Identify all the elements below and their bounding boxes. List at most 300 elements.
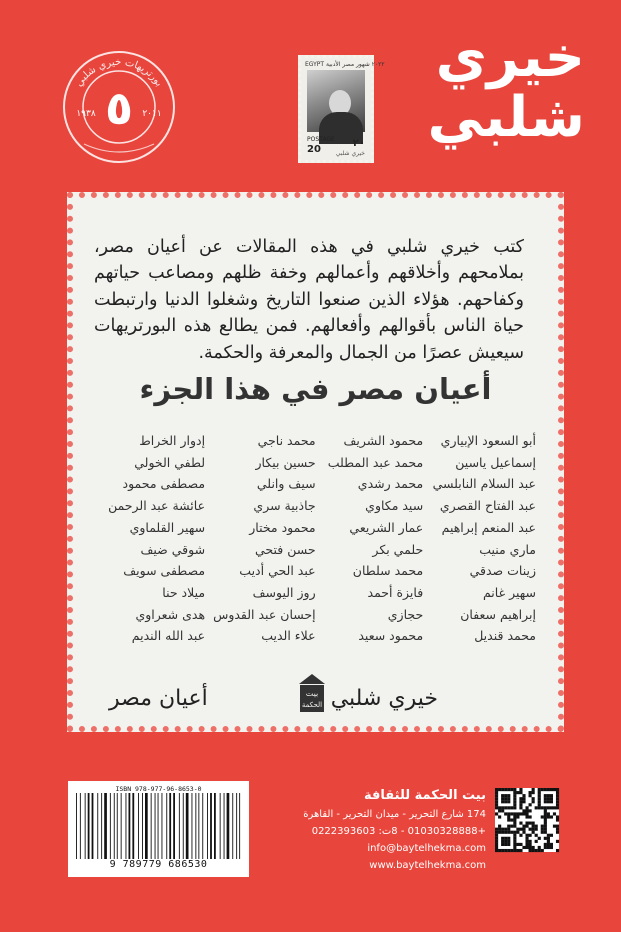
list-item: فايزة أحمد (367, 584, 424, 600)
qr-module (498, 825, 501, 828)
barcode-bar (101, 793, 102, 859)
qr-module (538, 791, 541, 794)
qr-module (501, 840, 504, 843)
qr-module (501, 809, 504, 812)
barcode-bar (92, 793, 94, 859)
qr-module (507, 837, 510, 840)
qr-module (532, 800, 535, 803)
qr-module (519, 849, 522, 852)
qr-module (547, 837, 550, 840)
list-item: علاء الديب (261, 628, 316, 644)
list-item: هدى شعراوي (135, 606, 206, 622)
qr-module (501, 837, 504, 840)
qr-module (529, 791, 532, 794)
qr-module (510, 849, 513, 852)
qr-module (507, 797, 510, 800)
qr-module (544, 843, 547, 846)
qr-module (525, 812, 528, 815)
qr-module (507, 800, 510, 803)
qr-module (553, 788, 556, 791)
names-column-3 (213, 430, 316, 647)
list-item: محمد عبد المطلب (327, 454, 424, 470)
qr-module (550, 800, 553, 803)
stamp-caption: EGYPT ٢٠٢٢ شهور مصر الأدبية (305, 61, 385, 68)
qr-module (513, 806, 516, 809)
postmark-number: ٥ (104, 81, 134, 135)
qr-module (544, 812, 547, 815)
qr-module (532, 797, 535, 800)
list-item: محمد سلطان (352, 563, 424, 579)
qr-module (529, 828, 532, 831)
postmark-arc-text: بورتريهات خيري شلبي (73, 56, 165, 89)
barcode-bar (97, 793, 98, 859)
barcode-bar (236, 793, 237, 859)
list-item: إدوار الخراط (139, 433, 206, 448)
qr-module (544, 797, 547, 800)
qr-module (510, 831, 513, 834)
qr-module (525, 825, 528, 828)
qr-module (513, 822, 516, 825)
barcode-bar (104, 793, 107, 859)
qr-module (556, 803, 559, 806)
qr-module (516, 815, 519, 818)
list-item: جاذبية سري (253, 498, 316, 514)
qr-module (529, 846, 532, 849)
list-item: سيد مكاوي (365, 498, 424, 514)
qr-module (556, 788, 559, 791)
qr-module (495, 803, 498, 806)
isbn-text: ISBN 978-977-96-8653-0 (115, 785, 202, 793)
stamp-value-ar: ٢٠ (352, 138, 365, 149)
qr-module (541, 849, 544, 852)
qr-module (522, 794, 525, 797)
series-name: أعيان مصر (109, 686, 208, 711)
qr-module (547, 834, 550, 837)
barcode-bar (151, 793, 152, 859)
barcode-bar (85, 793, 86, 859)
barcode-bar (80, 793, 81, 859)
qr-module (507, 849, 510, 852)
list-item: حسن فتحي (255, 541, 316, 557)
publisher-logo-icon (297, 672, 327, 714)
qr-module (495, 791, 498, 794)
qr-module (510, 818, 513, 821)
qr-module (525, 806, 528, 809)
qr-code-icon (495, 788, 559, 852)
barcode-bar (173, 793, 175, 859)
barcode-bar (129, 793, 131, 859)
list-item: إسماعيل ياسين (455, 454, 536, 470)
qr-module (541, 806, 544, 809)
qr-module (504, 806, 507, 809)
qr-module (556, 825, 559, 828)
qr-module (513, 791, 516, 794)
qr-module (513, 846, 516, 849)
book-blurb: كتب خيري شلبي في هذه المقالات عن أعيان مصر، بملامحهم وأخلاقهم وأعمالهم وخفة ظلهم ومصاعب حياتهم وكفاحهم. هؤلاء الذين صنعوا التاريخ وشغلوا الدنيا وارتبطت حياة الناس بأقوالهم وأفعالهم. فمن يطالع هذه البورتريهات سيعيش عصرًا من الجمال والمعرفة والحكمة. (94, 237, 524, 363)
qr-module (519, 806, 522, 809)
qr-module (529, 834, 532, 837)
qr-module (516, 831, 519, 834)
publisher-address: 174 شارع التحرير - ميدان التحرير - القاهرة (303, 809, 486, 820)
qr-module (516, 849, 519, 852)
qr-module (510, 812, 513, 815)
qr-module (550, 794, 553, 797)
qr-module (504, 843, 507, 846)
publisher-website[interactable]: www.baytelhekma.com (369, 860, 486, 871)
qr-module (550, 797, 553, 800)
barcode-bar (195, 793, 196, 859)
qr-module (504, 840, 507, 843)
qr-module (495, 806, 498, 809)
postage-stamp-portrait (298, 55, 385, 163)
qr-module (501, 800, 504, 803)
barcode-bar (232, 793, 233, 859)
qr-module (547, 815, 550, 818)
qr-module (556, 794, 559, 797)
qr-module (507, 806, 510, 809)
qr-module (553, 806, 556, 809)
publisher-email[interactable]: info@baytelhekma.com (367, 843, 486, 854)
qr-module (544, 806, 547, 809)
qr-module (547, 840, 550, 843)
qr-module (513, 794, 516, 797)
qr-module (507, 831, 510, 834)
portrait-photo (307, 70, 365, 132)
barcode-bar (155, 793, 156, 859)
barcode-bar (132, 793, 134, 859)
qr-module (532, 831, 535, 834)
qr-module (510, 825, 513, 828)
qr-module (538, 849, 541, 852)
qr-module (556, 797, 559, 800)
qr-module (501, 843, 504, 846)
qr-module (535, 825, 538, 828)
list-item: محمود مختار (249, 519, 316, 535)
qr-module (495, 831, 498, 834)
qr-module (532, 828, 535, 831)
qr-module (495, 794, 498, 797)
list-item: زينات صدقي (469, 563, 536, 579)
qr-module (538, 846, 541, 849)
barcode-bar (138, 793, 139, 859)
qr-module (541, 825, 544, 828)
stamp-signature: خيري شلبي (335, 150, 365, 157)
qr-module (535, 828, 538, 831)
qr-module (544, 809, 547, 812)
list-item: عمار الشريعي (349, 519, 424, 535)
list-item: روز اليوسف (252, 584, 316, 600)
qr-module (507, 825, 510, 828)
qr-module (550, 788, 553, 791)
qr-module (547, 843, 550, 846)
names-column-2 (324, 430, 424, 647)
qr-module (513, 834, 516, 837)
qr-module (504, 794, 507, 797)
qr-module (556, 818, 559, 821)
qr-module (519, 797, 522, 800)
qr-module (501, 831, 504, 834)
barcode-bar (239, 793, 240, 859)
qr-module (529, 794, 532, 797)
list-item: عبد الفتاح القصري (439, 498, 536, 514)
qr-module (550, 846, 553, 849)
barcode-bar (198, 793, 199, 859)
qr-module (541, 831, 544, 834)
list-item: مصطفى محمود (122, 476, 206, 492)
qr-module (547, 797, 550, 800)
barcode-bar (192, 793, 193, 859)
publisher-phone: ت: 0222393603‎8 - 01030328888+ (311, 826, 486, 837)
qr-module (504, 800, 507, 803)
qr-module (516, 791, 519, 794)
qr-module (501, 794, 504, 797)
qr-module (513, 825, 516, 828)
qr-module (529, 843, 532, 846)
qr-module (525, 822, 528, 825)
list-item: إبراهيم سعفان (460, 606, 536, 622)
qr-module (532, 791, 535, 794)
qr-module (541, 815, 544, 818)
qr-module (498, 788, 501, 791)
qr-module (501, 806, 504, 809)
barcode-bar (179, 793, 180, 859)
qr-module (519, 788, 522, 791)
barcode-bar (224, 793, 225, 859)
qr-module (504, 837, 507, 840)
names-list (95, 430, 536, 647)
barcode-bar (142, 793, 143, 859)
qr-module (547, 788, 550, 791)
list-item: حلمي بكر (372, 541, 424, 557)
postmark-year-right: ٢٠١١ (142, 109, 162, 119)
qr-module (556, 800, 559, 803)
qr-module (495, 788, 498, 791)
qr-module (544, 828, 547, 831)
list-item: حسين بيكار (255, 454, 316, 470)
qr-module (529, 815, 532, 818)
qr-module (504, 831, 507, 834)
qr-module (519, 834, 522, 837)
qr-module (504, 812, 507, 815)
list-item: محمد رشدي (357, 476, 424, 492)
qr-module (513, 837, 516, 840)
qr-module (507, 815, 510, 818)
barcode (68, 781, 249, 877)
qr-module (522, 797, 525, 800)
qr-module (516, 828, 519, 831)
qr-module (513, 797, 516, 800)
qr-module (541, 788, 544, 791)
qr-module (522, 812, 525, 815)
author-name: خيري شلبي (330, 686, 438, 711)
list-item: عبد الحي أديب (239, 563, 316, 579)
list-item: عبد السلام النابلسي (432, 476, 536, 492)
qr-module (556, 806, 559, 809)
qr-module (556, 815, 559, 818)
qr-module (498, 849, 501, 852)
qr-module (513, 788, 516, 791)
list-item: ماري منيب (479, 541, 536, 557)
qr-module (544, 825, 547, 828)
qr-module (544, 818, 547, 821)
stamp-value-en: 20 (307, 144, 321, 155)
qr-module (513, 843, 516, 846)
book-title (427, 25, 585, 150)
qr-module (522, 809, 525, 812)
stamp-panel (67, 192, 564, 732)
qr-module (495, 800, 498, 803)
list-item: عبد المنعم إبراهيم (441, 519, 536, 535)
qr-module (510, 806, 513, 809)
barcode-bar (117, 793, 118, 859)
qr-module (538, 794, 541, 797)
qr-module (495, 837, 498, 840)
qr-module (522, 846, 525, 849)
barcode-bar (166, 793, 167, 859)
qr-module (553, 812, 556, 815)
barcode-bar (88, 793, 90, 859)
logo-text-bottom: الحكمة (301, 701, 323, 709)
qr-module (513, 800, 516, 803)
qr-module (513, 849, 516, 852)
qr-module (553, 825, 556, 828)
qr-module (547, 800, 550, 803)
qr-module (556, 849, 559, 852)
qr-module (538, 837, 541, 840)
qr-module (529, 840, 532, 843)
qr-module (513, 803, 516, 806)
qr-module (556, 828, 559, 831)
qr-module (498, 815, 501, 818)
list-item: عبد الله النديم (131, 628, 206, 644)
qr-module (525, 843, 528, 846)
qr-module (529, 849, 532, 852)
qr-module (532, 846, 535, 849)
barcode-bar (114, 793, 115, 859)
qr-module (544, 831, 547, 834)
barcode-bar (186, 793, 189, 859)
qr-module (535, 849, 538, 852)
barcode-bar (121, 793, 122, 859)
qr-module (525, 846, 528, 849)
barcode-bar (214, 793, 216, 859)
qr-module (510, 788, 513, 791)
qr-module (525, 815, 528, 818)
qr-module (498, 828, 501, 831)
postmark-seal (60, 48, 178, 166)
barcode-bar (145, 793, 148, 859)
qr-module (544, 846, 547, 849)
qr-module (504, 797, 507, 800)
qr-module (501, 828, 504, 831)
qr-module (519, 822, 522, 825)
qr-module (532, 849, 535, 852)
qr-module (501, 849, 504, 852)
qr-module (522, 800, 525, 803)
qr-module (495, 828, 498, 831)
barcode-bar (220, 793, 221, 859)
qr-module (507, 828, 510, 831)
qr-module (522, 831, 525, 834)
qr-module (525, 837, 528, 840)
qr-module (507, 794, 510, 797)
qr-module (519, 843, 522, 846)
qr-module (550, 806, 553, 809)
list-item: إحسان عبد القدوس (213, 606, 316, 622)
list-item: سهير غانم (482, 584, 536, 600)
qr-module (516, 843, 519, 846)
qr-module (538, 797, 541, 800)
qr-module (513, 818, 516, 821)
list-item: محمد قنديل (474, 628, 536, 644)
names-column-4 (95, 430, 205, 647)
qr-module (519, 812, 522, 815)
qr-module (504, 788, 507, 791)
qr-module (495, 812, 498, 815)
qr-module (513, 812, 516, 815)
qr-module (519, 803, 522, 806)
qr-module (495, 797, 498, 800)
qr-module (544, 800, 547, 803)
qr-module (535, 806, 538, 809)
barcode-bar (183, 793, 184, 859)
qr-module (513, 831, 516, 834)
qr-module (535, 840, 538, 843)
qr-module (556, 791, 559, 794)
qr-module (504, 828, 507, 831)
qr-module (525, 809, 528, 812)
qr-module (532, 822, 535, 825)
qr-module (507, 818, 510, 821)
qr-module (538, 803, 541, 806)
list-item: عائشة عبد الرحمن (108, 498, 206, 514)
qr-module (507, 843, 510, 846)
qr-module (529, 809, 532, 812)
qr-module (513, 815, 516, 818)
qr-module (550, 843, 553, 846)
qr-module (504, 849, 507, 852)
barcode-bar (207, 793, 208, 859)
qr-module (547, 794, 550, 797)
barcode-digits: 9 789779 686530 (109, 859, 208, 870)
title-line-2: شلبي (427, 85, 585, 150)
list-item: حجازي (387, 606, 424, 622)
qr-module (532, 825, 535, 828)
qr-module (532, 788, 535, 791)
list-item: ميلاد حنا (162, 584, 206, 600)
stamp-postage-label: POSTAGE (307, 136, 335, 143)
list-item: لطفي الخولي (134, 454, 206, 470)
qr-module (538, 806, 541, 809)
qr-module (547, 846, 550, 849)
list-item: سيف وانلي (256, 476, 316, 492)
qr-module (498, 809, 501, 812)
publisher-info (266, 786, 486, 874)
qr-module (525, 834, 528, 837)
qr-module (529, 803, 532, 806)
section-heading: أعيان مصر في هذا الجزء (139, 372, 492, 406)
list-item: سهير القلماوي (129, 519, 206, 535)
barcode-bar (76, 793, 77, 859)
qr-module (556, 831, 559, 834)
publisher-name: بيت الحكمة للثقافة (364, 788, 486, 803)
qr-module (519, 800, 522, 803)
qr-module (544, 822, 547, 825)
qr-module (495, 849, 498, 852)
barcode-bar (210, 793, 212, 859)
barcode-bar (202, 793, 203, 859)
title-line-1: خيري (435, 25, 585, 90)
